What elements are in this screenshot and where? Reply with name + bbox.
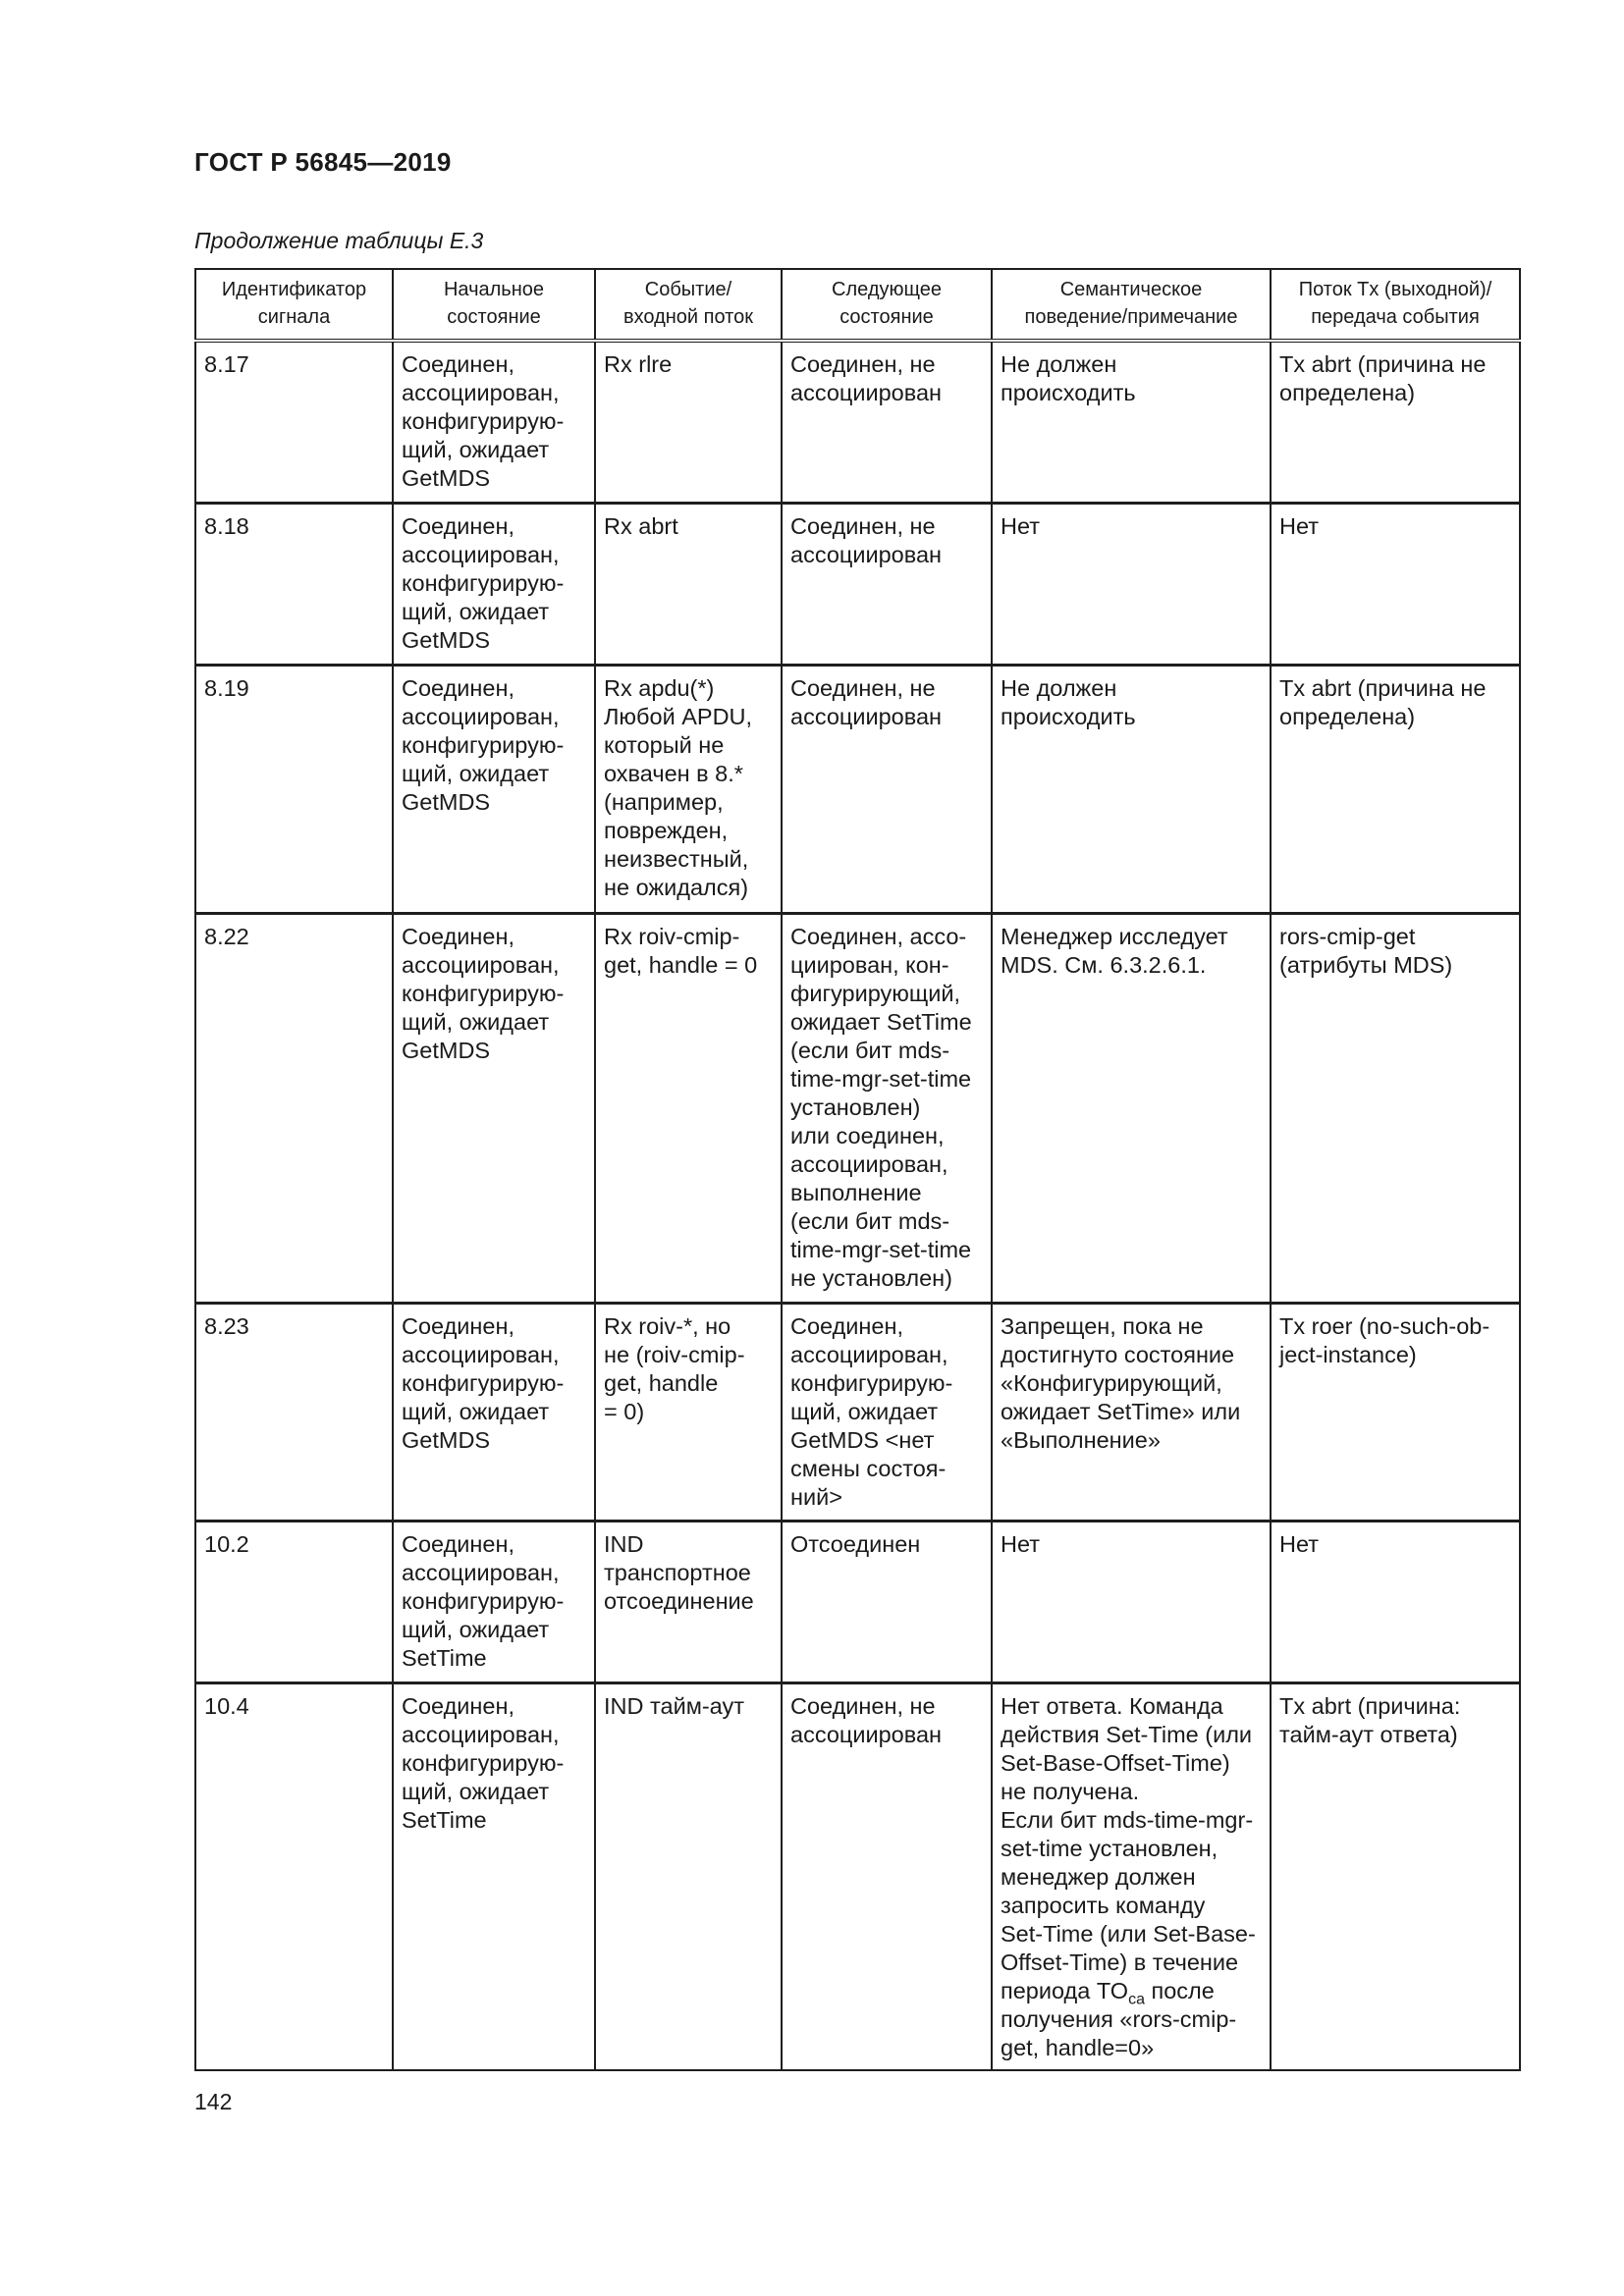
cell-tx: Tx abrt (причина не определена)	[1271, 666, 1520, 914]
cell-event: IND транспортное отсоединение	[595, 1522, 782, 1683]
col-header-tx: Поток Tx (выходной)/ передача события	[1271, 269, 1520, 341]
page-number: 142	[194, 2089, 233, 2114]
cell-signal-id: 8.17	[195, 341, 393, 504]
semantic-text-tail: после получения «rors-cmip- get, handle=0»	[1001, 1978, 1237, 2060]
col-header-semantic: Семантическое поведение/примечание	[992, 269, 1271, 341]
cell-tx: rors-cmip-get (атрибуты MDS)	[1271, 914, 1520, 1304]
cell-semantic: Не должен происходить	[992, 666, 1271, 914]
table-caption: Продолжение таблицы Е.3	[194, 228, 484, 253]
cell-next-state: Соединен, не ассоциирован	[782, 666, 992, 914]
cell-event: Rx apdu(*) Любой APDU, который не охвачен в 8.* (например, поврежден, неизвестный, не ожидался)	[595, 666, 782, 914]
cell-next-state: Соединен, не ассоциирован	[782, 341, 992, 504]
table-row	[195, 504, 1520, 666]
cell-initial-state: Соединен, ассоциирован, конфигурирую- щий, ожидает GetMDS	[393, 341, 595, 504]
cell-signal-id: 8.19	[195, 666, 393, 914]
cell-initial-state: Соединен, ассоциирован, конфигурирую- щий, ожидает SetTime	[393, 1522, 595, 1683]
cell-tx: Нет	[1271, 504, 1520, 666]
semantic-text-main: Нет ответа. Команда действия Set-Time (или Set-Base-Offset-Time) не получена. Если бит mds-time-mgr- set-time установлен, менеджер должен запросить команду Set-Time (или Set-Base- Offset-Time) в течение периода TO	[1001, 1693, 1256, 2003]
cell-next-state: Отсоединен	[782, 1522, 992, 1683]
state-table	[194, 268, 1521, 2071]
table-row	[195, 341, 1520, 504]
cell-next-state: Соединен, ассоциирован, конфигурирую- щий, ожидает GetMDS <нет смены состоя- ний>	[782, 1304, 992, 1522]
cell-signal-id: 10.4	[195, 1683, 393, 2071]
cell-initial-state: Соединен, ассоциирован, конфигурирую- щий, ожидает GetMDS	[393, 914, 595, 1304]
table-row	[195, 914, 1520, 1304]
cell-initial-state: Соединен, ассоциирован, конфигурирую- щий, ожидает GetMDS	[393, 1304, 595, 1522]
cell-semantic: Нет	[992, 1522, 1271, 1683]
table-header-row	[195, 269, 1520, 341]
table-row	[195, 1522, 1520, 1683]
cell-signal-id: 8.23	[195, 1304, 393, 1522]
cell-next-state: Соединен, ассо- циирован, кон- фигурирующий, ожидает SetTime (если бит mds- time-mgr-set-time установлен) или соединен, ассоциирован, выполнение (если бит mds- time-mgr-set-time не установлен)	[782, 914, 992, 1304]
table-row	[195, 666, 1520, 914]
cell-tx: Tx abrt (причина: тайм-аут ответа)	[1271, 1683, 1520, 2071]
col-header-initial-state: Начальное состояние	[393, 269, 595, 341]
col-header-event: Событие/ входной поток	[595, 269, 782, 341]
cell-event: IND тайм-аут	[595, 1683, 782, 2071]
cell-event: Rx abrt	[595, 504, 782, 666]
cell-event: Rx roiv-*, но не (roiv-cmip- get, handle = 0)	[595, 1304, 782, 1522]
table-row	[195, 1683, 1520, 2071]
table-row	[195, 1304, 1520, 1522]
cell-next-state: Соединен, не ассоциирован	[782, 1683, 992, 2071]
cell-signal-id: 10.2	[195, 1522, 393, 1683]
cell-next-state: Соединен, не ассоциирован	[782, 504, 992, 666]
col-header-next-state: Следующее состояние	[782, 269, 992, 341]
cell-signal-id: 8.22	[195, 914, 393, 1304]
cell-signal-id: 8.18	[195, 504, 393, 666]
cell-semantic: Нет	[992, 504, 1271, 666]
semantic-subscript: ca	[1128, 1991, 1145, 2008]
cell-tx: Tx roer (no-such-ob- ject-instance)	[1271, 1304, 1520, 1522]
cell-tx: Tx abrt (причина не определена)	[1271, 341, 1520, 504]
cell-event: Rx roiv-cmip- get, handle = 0	[595, 914, 782, 1304]
document-title: ГОСТ Р 56845—2019	[194, 147, 452, 177]
cell-semantic: Менеджер исследует MDS. См. 6.3.2.6.1.	[992, 914, 1271, 1304]
cell-event: Rx rlre	[595, 341, 782, 504]
cell-semantic: Не должен происходить	[992, 341, 1271, 504]
cell-tx: Нет	[1271, 1522, 1520, 1683]
cell-semantic: Запрещен, пока не достигнуто состояние «Конфигурирующий, ожидает SetTime» или «Выполнение»	[992, 1304, 1271, 1522]
cell-semantic	[992, 1683, 1271, 2071]
cell-initial-state: Соединен, ассоциирован, конфигурирую- щий, ожидает GetMDS	[393, 666, 595, 914]
cell-initial-state: Соединен, ассоциирован, конфигурирую- щий, ожидает SetTime	[393, 1683, 595, 2071]
col-header-signal-id: Идентификатор сигнала	[195, 269, 393, 341]
cell-initial-state: Соединен, ассоциирован, конфигурирую- щий, ожидает GetMDS	[393, 504, 595, 666]
